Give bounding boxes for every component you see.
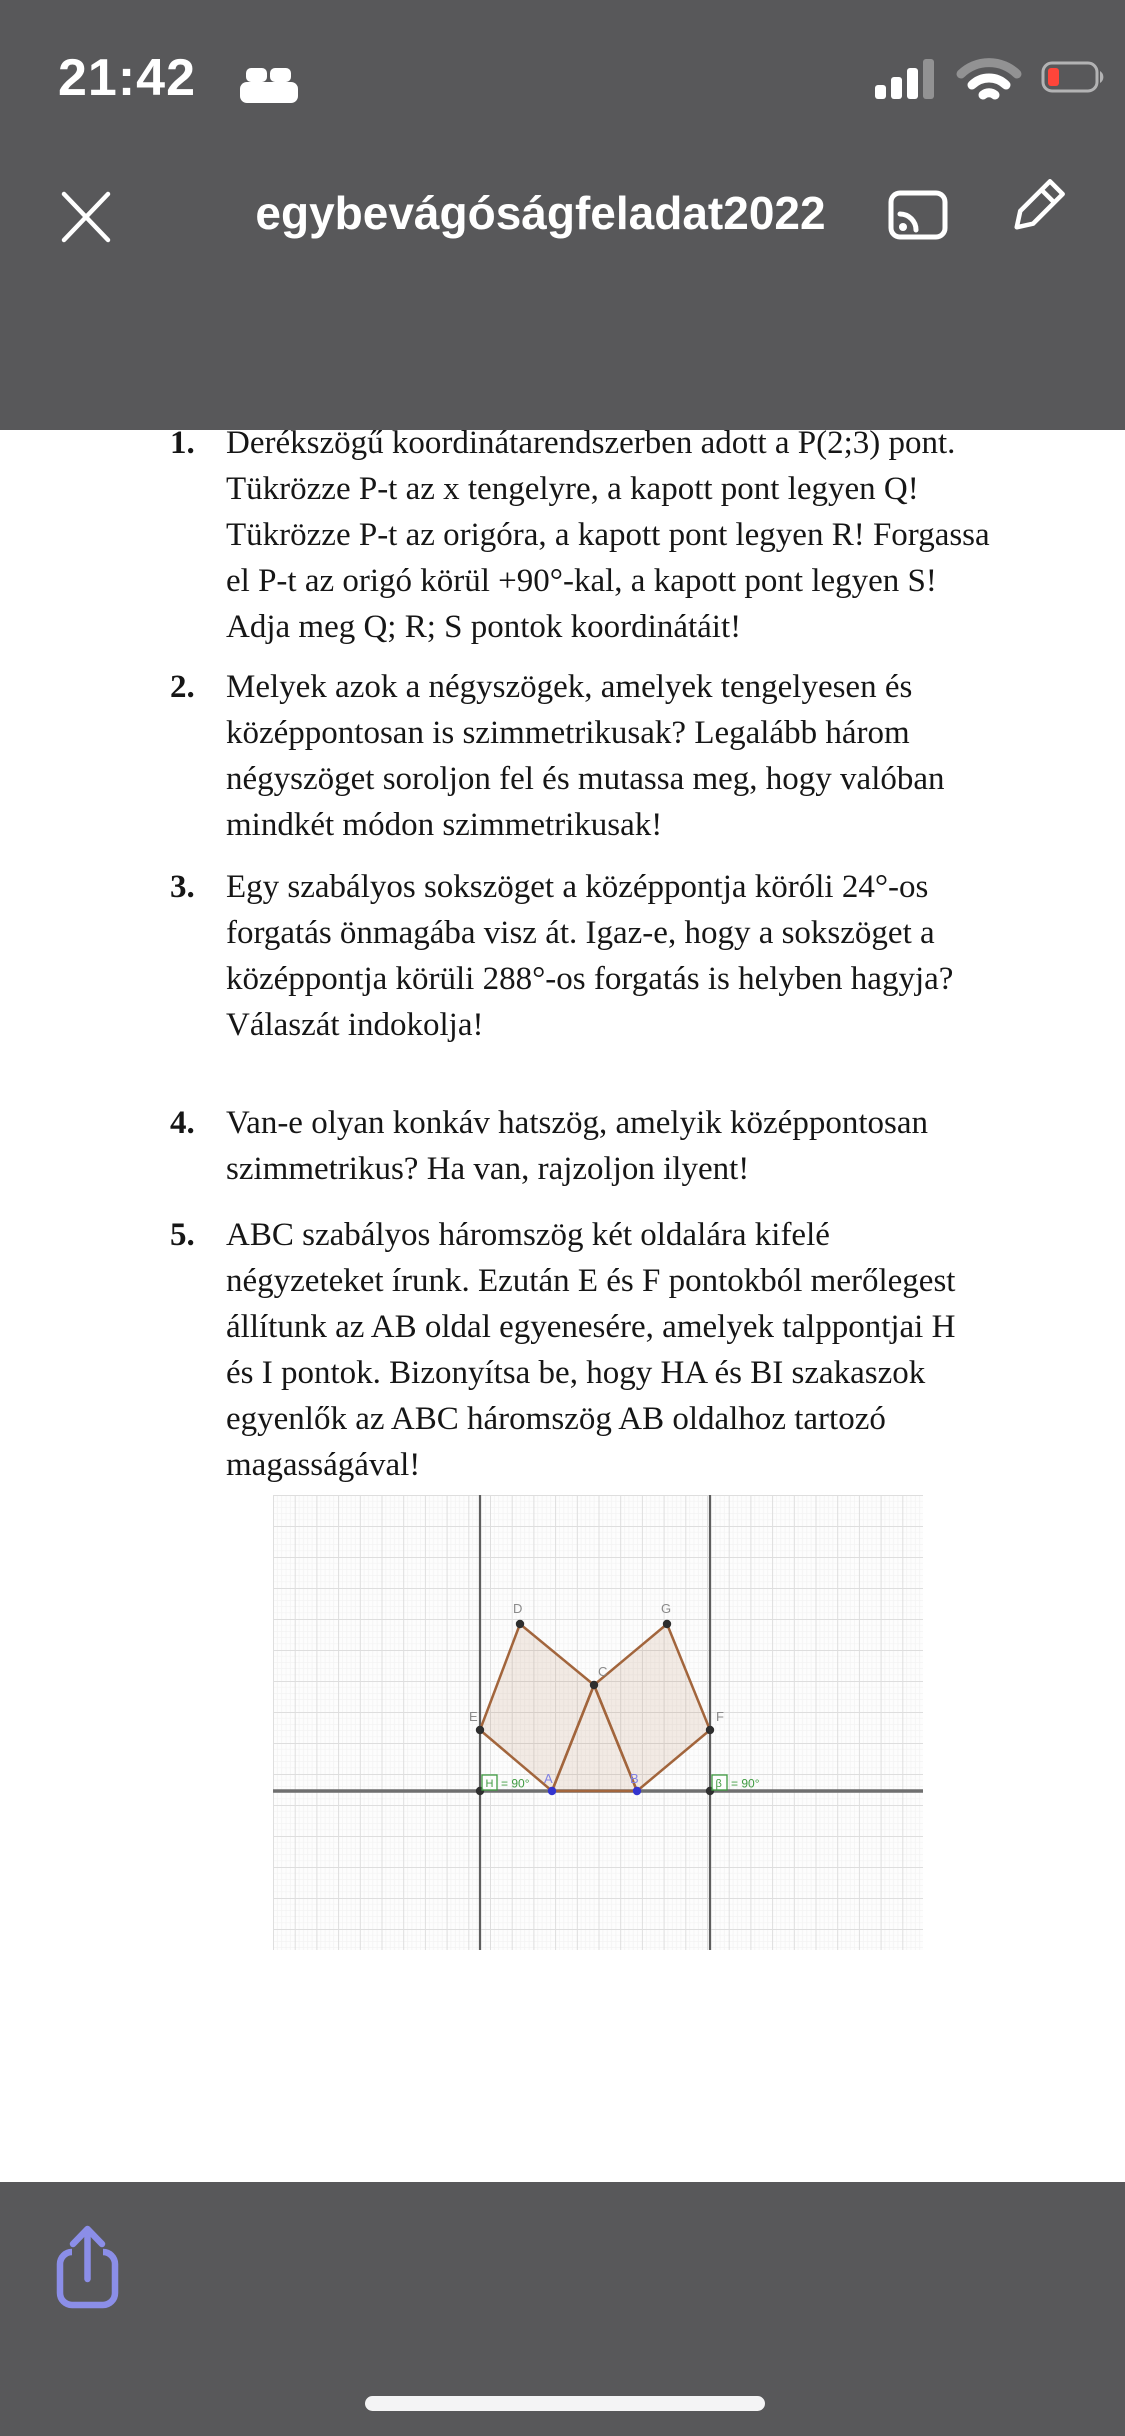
- svg-text:= 90°: = 90°: [501, 1776, 530, 1791]
- problem-line: négyszöget soroljon fel és mutassa meg, hogy valóban: [226, 761, 945, 797]
- point-B: [633, 1787, 641, 1795]
- point-C: [590, 1681, 598, 1689]
- figure-svg: [273, 1495, 923, 1950]
- problem-number: 5.: [170, 1217, 195, 1253]
- problem-line: Tükrözze P-t az x tengelyre, a kapott pont legyen Q!: [226, 471, 919, 507]
- point-label-A: A: [544, 1771, 553, 1786]
- problem-line: Van-e olyan konkáv hatszög, amelyik középpontosan: [226, 1105, 928, 1141]
- battery-icon: [1041, 60, 1107, 99]
- problem-line: középpontja körüli 288°-os forgatás is helyben hagyja?: [226, 961, 954, 997]
- problem-item: [170, 664, 1040, 848]
- cast-button[interactable]: [888, 190, 948, 245]
- problem-line: mindkét módon szimmetrikusak!: [226, 807, 663, 843]
- share-button[interactable]: [52, 2220, 142, 2325]
- angle-label-0: [482, 1775, 530, 1791]
- problem-line: állítunk az AB oldal egyenesére, amelyek talppontjai H: [226, 1309, 956, 1345]
- status-time: 21:42: [58, 49, 196, 107]
- edit-pencil-icon: [998, 178, 1068, 248]
- cast-icon: [888, 190, 948, 240]
- problem-number: 3.: [170, 869, 195, 905]
- share-icon: [52, 2220, 142, 2320]
- point-F: [706, 1726, 714, 1734]
- problem-line: négyzeteket írunk. Ezután E és F pontokból merőlegest: [226, 1263, 956, 1299]
- point-label-E: E: [469, 1709, 478, 1724]
- problem-line: forgatás önmagába visz át. Igaz-e, hogy a sokszöget a: [226, 915, 935, 951]
- status-right-icons: [875, 52, 1107, 107]
- wifi-icon: [953, 52, 1025, 107]
- problem-line: Melyek azok a négyszögek, amelyek tengelyesen és: [226, 669, 913, 705]
- point-G: [663, 1620, 671, 1628]
- page-title: egybevágóságfeladat2022: [255, 187, 826, 239]
- problem-line: ABC szabályos háromszög két oldalára kifelé: [226, 1217, 830, 1253]
- problem-line: egyenlők az ABC háromszög AB oldalhoz tartozó: [226, 1401, 886, 1437]
- problem-number: 4.: [170, 1105, 195, 1141]
- point-label-D: D: [513, 1601, 523, 1616]
- problem-line: Adja meg Q; R; S pontok koordinátáit!: [226, 609, 742, 645]
- problem-number: 2.: [170, 669, 195, 705]
- problem-line: szimmetrikus? Ha van, rajzoljon ilyent!: [226, 1151, 750, 1187]
- problem-number: 1.: [170, 425, 195, 461]
- point-label-F: F: [716, 1709, 724, 1724]
- problem-line: magasságával!: [226, 1447, 421, 1483]
- problem-line: középpontosan is szimmetrikusak? Legalább három: [226, 715, 910, 751]
- point-E: [476, 1726, 484, 1734]
- nav-bar: [0, 150, 1125, 290]
- document-page[interactable]: [0, 425, 1125, 2182]
- point-label-G: G: [661, 1601, 672, 1616]
- problem-item: [170, 1100, 1040, 1192]
- problem-item: [170, 864, 1040, 1048]
- edit-button[interactable]: [998, 178, 1068, 253]
- problem-item: [170, 1212, 1040, 1488]
- svg-text:H: H: [485, 1778, 494, 1790]
- angle-label-1: [712, 1775, 760, 1791]
- bed-icon: [238, 62, 302, 115]
- problem-line: el P-t az origó körül +90°-kal, a kapott pont legyen S!: [226, 563, 937, 599]
- problem-line: Tükrözze P-t az origóra, a kapott pont legyen R! Forgassa: [226, 517, 990, 553]
- svg-text:= 90°: = 90°: [731, 1776, 760, 1791]
- geometry-figure: [273, 1495, 923, 1950]
- problem-line: Válaszát indokolja!: [226, 1007, 484, 1043]
- problem-line: és I pontok. Bizonyítsa be, hogy HA és BI szakaszok: [226, 1355, 926, 1391]
- point-label-C: C: [598, 1664, 608, 1679]
- point-A: [548, 1787, 556, 1795]
- point-D: [516, 1620, 524, 1628]
- home-indicator[interactable]: [365, 2396, 765, 2411]
- svg-text:β: β: [715, 1778, 722, 1790]
- problem-line: Egy szabályos sokszöget a középpontja köróli 24°-os: [226, 869, 929, 905]
- bottom-toolbar: [0, 2182, 1125, 2436]
- cellular-signal-icon: [875, 54, 937, 105]
- problem-line: Derékszögű koordinátarendszerben adott a P(2;3) pont.: [226, 425, 956, 461]
- point-label-B: B: [630, 1771, 639, 1786]
- problems: [170, 420, 1040, 1488]
- problem-item: [170, 420, 1040, 650]
- status-bar: [0, 0, 1125, 130]
